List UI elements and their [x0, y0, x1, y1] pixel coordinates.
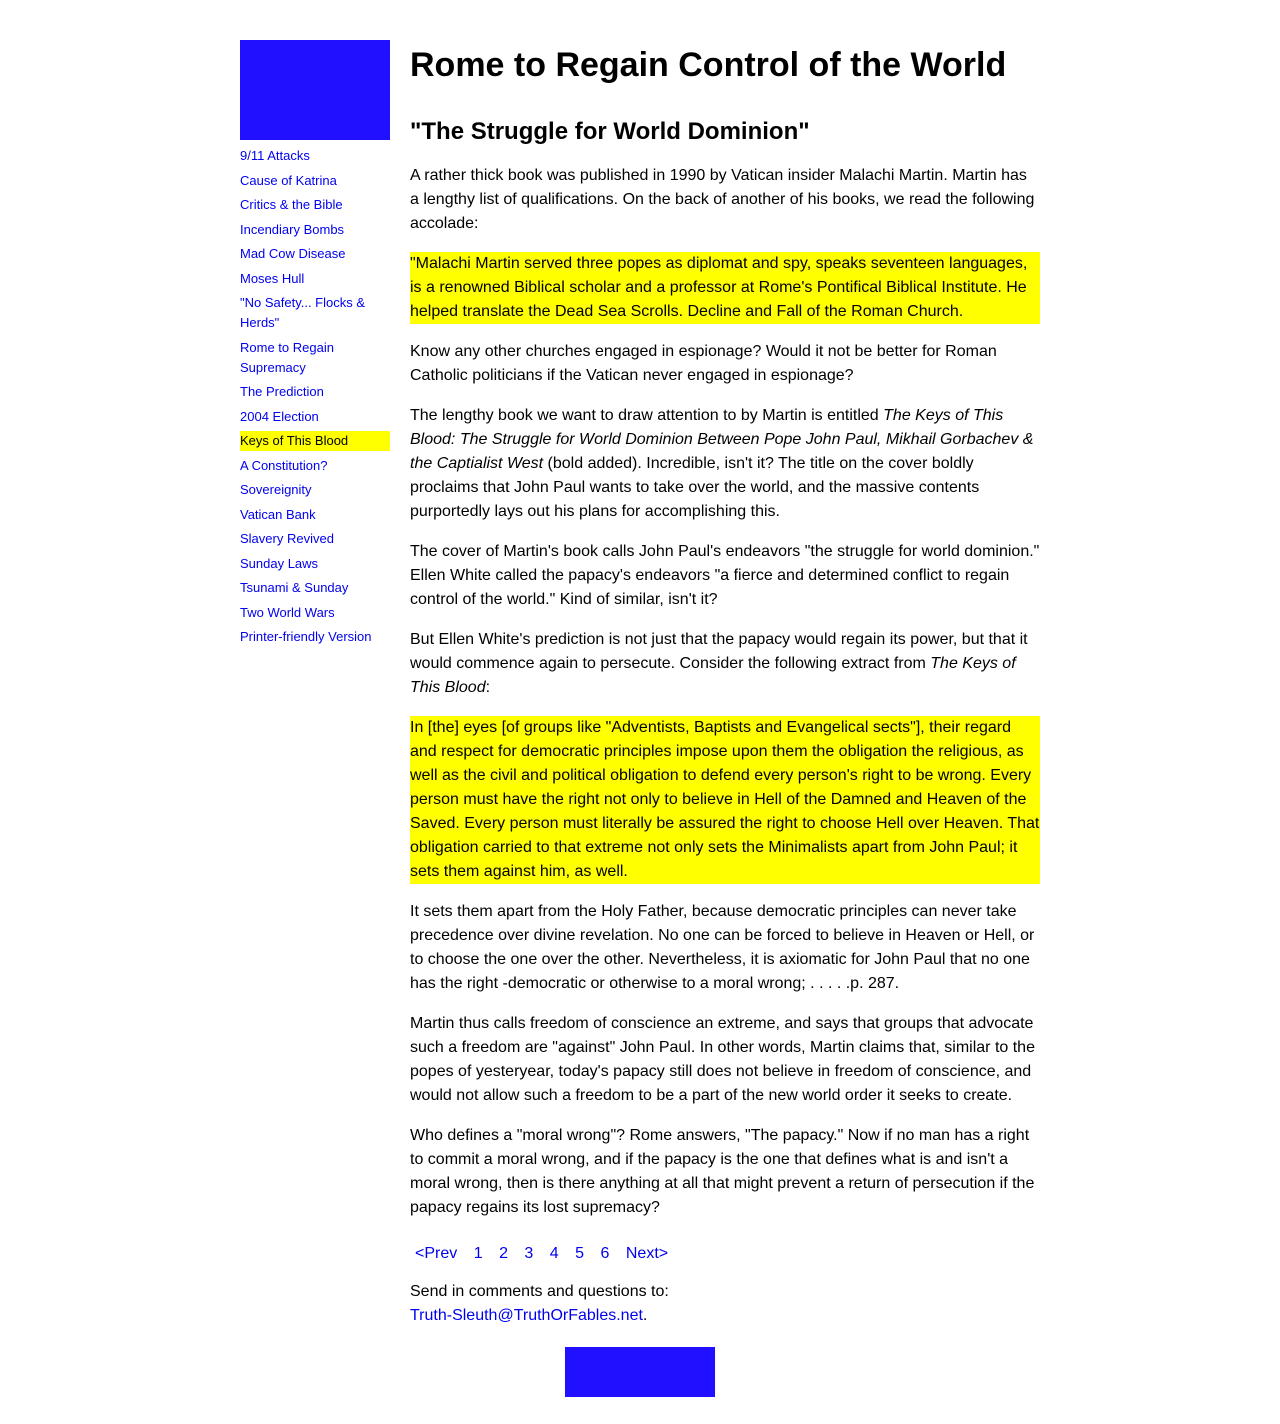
- footer-logo[interactable]: [565, 1347, 715, 1397]
- book-title: The Keys of This Blood: [410, 655, 1016, 696]
- sidebar-link[interactable]: A Constitution?: [240, 457, 328, 473]
- sidebar: [240, 40, 390, 652]
- sidebar-item: [240, 554, 390, 574]
- sidebar-link-printer-friendly[interactable]: Printer-friendly Version: [240, 629, 372, 644]
- pagination: [410, 1242, 1040, 1266]
- contact-text: Send in comments and questions to:: [410, 1283, 669, 1300]
- contact-block: [410, 1280, 1040, 1328]
- sidebar-item: [240, 269, 390, 289]
- page-link-1[interactable]: 1: [473, 1245, 483, 1262]
- sidebar-link[interactable]: Sunday Laws: [240, 555, 319, 571]
- sidebar-item: [240, 505, 390, 525]
- paragraph: Martin thus calls freedom of conscience an extreme, and says that groups that advocate such a freedom are "against" John Paul. In other words, Martin claims that, similar to the popes of yesteryear, today's papacy still does not believe in freedom of conscience, and would not allow such a freedom to be a part of the new world order it seeks to create.: [410, 1015, 1035, 1104]
- sidebar-item: [240, 456, 390, 476]
- paragraph: Know any other churches engaged in espionage? Would it not be better for Roman Catholic politicians if the Vatican never engaged in espionage?: [410, 343, 997, 384]
- contact-email-link[interactable]: Truth-Sleuth@TruthOrFables.net: [410, 1307, 643, 1324]
- page-link-3[interactable]: 3: [524, 1245, 534, 1262]
- sidebar-link[interactable]: Critics & the Bible: [240, 197, 343, 212]
- highlighted-quote: "Malachi Martin served three popes as diplomat and spy, speaks seventeen languages, is a renowned Biblical scholar and a professor at Rome's Pontifical Biblical Institute. He helped translate the Dead Sea Scrolls. Decline and Fall of the Roman Church.: [410, 252, 1040, 324]
- sidebar-link[interactable]: 9/11 Attacks: [240, 148, 310, 163]
- sidebar-link-active[interactable]: Keys of This Blood: [240, 433, 349, 448]
- sidebar-item: [240, 603, 390, 623]
- text-span: The lengthy book we want to draw attention to by Martin is entitled: [410, 407, 884, 424]
- sidebar-item: [240, 407, 390, 427]
- sidebar-link[interactable]: Mad Cow Disease: [240, 246, 346, 261]
- sidebar-link[interactable]: Two World Wars: [240, 604, 335, 620]
- highlighted-quote: In [the] eyes [of groups like "Adventists, Baptists and Evangelical sects"], their regard and respect for democratic principles impose upon them the obligation the religious, as well as the civil and political obligation to defend every person's right to be wrong. Every person must have the right not only to believe in Hell of the Damned and Heaven of the Saved. Every person must literally be assured the right to choose Hell over Heaven. That obligation carried to that extreme not only sets the Minimalists apart from John Paul; it sets them against him, as well.: [410, 716, 1040, 884]
- sidebar-link[interactable]: The Prediction: [240, 384, 324, 399]
- page-title: Rome to Regain Control of the World: [410, 46, 1007, 84]
- paragraph: The cover of Martin's book calls John Paul's endeavors "the struggle for world dominion." Ellen White called the papacy's endeavors "a fierce and determined conflict to regain control of the world." Kind of similar, isn't it?: [410, 543, 1040, 608]
- text-span: :: [485, 679, 491, 696]
- page-link-6[interactable]: 6: [600, 1245, 610, 1262]
- page-link-2[interactable]: 2: [499, 1245, 508, 1262]
- sidebar-item: [240, 382, 390, 402]
- paragraph: It sets them apart from the Holy Father, because democratic principles can never take precedence over divine revelation. No one can be forced to believe in Heaven or Hell, or to choose the one over the other. Nevertheless, it is axiomatic for John Paul that no one has the right -democratic or otherwise to a moral wrong; . . . . .p. 287.: [410, 903, 1035, 992]
- next-page-link[interactable]: Next>: [625, 1245, 669, 1262]
- sidebar-link[interactable]: Incendiary Bombs: [240, 221, 345, 237]
- sidebar-link[interactable]: Cause of Katrina: [240, 172, 337, 188]
- paragraph: [410, 628, 1040, 700]
- sidebar-item: [240, 578, 390, 598]
- paragraph: A rather thick book was published in 1990 by Vatican insider Malachi Martin. Martin has a lengthy list of qualifications. On the back of another of his books, we read the following accolade:: [410, 167, 1035, 232]
- sidebar-item-active: [240, 431, 390, 451]
- page-subtitle: "The Struggle for World Dominion": [410, 118, 810, 145]
- sidebar-link[interactable]: "No Safety... Flocks & Herds": [240, 295, 366, 330]
- sidebar-item: [240, 293, 390, 333]
- sidebar-link[interactable]: Sovereignity: [240, 482, 312, 497]
- sidebar-link[interactable]: Slavery Revived: [240, 531, 334, 546]
- sidebar-item: [240, 627, 390, 647]
- sidebar-item: [240, 338, 390, 378]
- page-link-5[interactable]: 5: [575, 1245, 585, 1262]
- sidebar-nav: [240, 146, 390, 647]
- article: [410, 40, 1040, 1328]
- contact-suffix: .: [642, 1307, 648, 1324]
- page-link-4[interactable]: 4: [549, 1245, 559, 1262]
- sidebar-item: [240, 146, 390, 166]
- prev-page-link[interactable]: <Prev: [415, 1245, 458, 1262]
- sidebar-link[interactable]: 2004 Election: [240, 408, 319, 424]
- sidebar-item: [240, 171, 390, 191]
- sidebar-item: [240, 220, 390, 240]
- sidebar-link[interactable]: Vatican Bank: [240, 506, 316, 522]
- sidebar-item: [240, 480, 390, 500]
- book-title: The Keys of This Blood: The Struggle for World Dominion Between Pope John Paul, Mikhail Gorbachev & the Captialist West: [410, 407, 1034, 472]
- paragraph: [410, 404, 1040, 524]
- text-span: (bold added). Incredible, isn't it? The title on the cover boldly proclaims that John Paul wants to take over the world, and the massive contents purportedly lays out his plans for accomplishing this.: [410, 455, 980, 520]
- text-span: But Ellen White's prediction is not just that the papacy would regain its power, but that it would commence again to persecute. Consider the following extract from: [410, 631, 1028, 672]
- sidebar-link[interactable]: Rome to Regain Supremacy: [240, 339, 334, 375]
- site-logo[interactable]: [240, 40, 390, 140]
- paragraph: Who defines a "moral wrong"? Rome answers, "The papacy." Now if no man has a right to commit a moral wrong, and if the papacy is the one that defines what is and isn't a moral wrong, then is there anything at all that might prevent a return of persecution if the papacy regains its lost supremacy?: [410, 1127, 1035, 1216]
- sidebar-item: [240, 529, 390, 549]
- sidebar-item: [240, 195, 390, 215]
- sidebar-link[interactable]: Moses Hull: [240, 270, 305, 286]
- sidebar-link[interactable]: Tsunami & Sunday: [240, 580, 349, 595]
- sidebar-item: [240, 244, 390, 264]
